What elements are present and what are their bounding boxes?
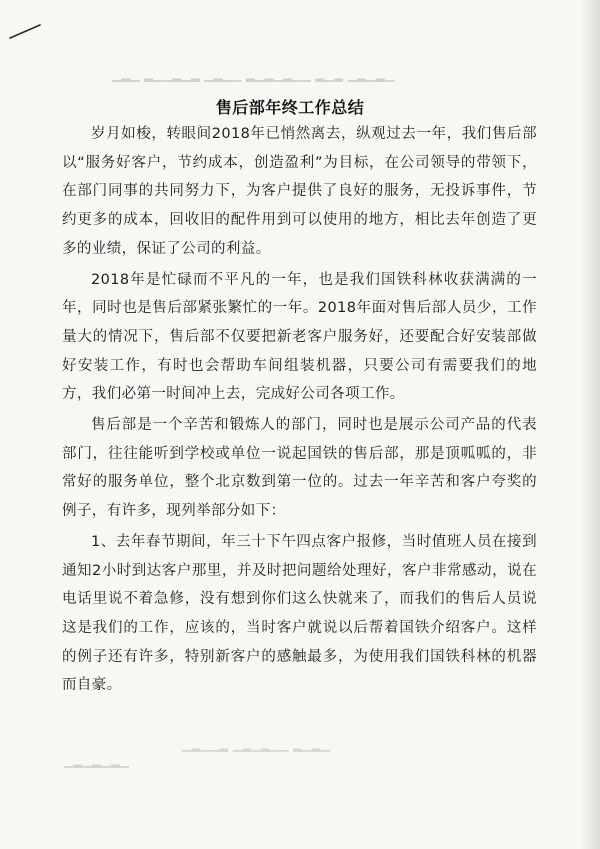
- document-body: [62, 120, 537, 700]
- bleed-through-text: ▁▂▁ ▂▁▁▂▁▂ ▁▂▁▁ ▂▁▂▁▂▁▁ ▂▁▂ ▁▂▁▂▁: [112, 68, 395, 82]
- paragraph-2018-review: 2018年是忙碌而不平凡的一年，也是我们国铁科林收获满满的一年，同时也是售后部紧张繁忙的一年。2018年面对售后部人员少，工作量大的情况下，售后部不仅要把新老客户服务好，还要配合好安装部做好安装工作，有时也会帮助车间组装机器，只要公司有需要我们的地方，我们必第一时间冲上去，完成好公司各项工作。: [62, 271, 537, 403]
- scan-edge-shadow: [582, 0, 600, 849]
- document-title: 售后部年终工作总结: [215, 98, 365, 117]
- pen-stroke-mark: [8, 22, 42, 42]
- bleed-through-text: ▁▂▁▁▂ ▁▂▁▂▁▁ ▂▁▂▁: [182, 738, 331, 752]
- paragraph-intro: 岁月如梭，转眼间2018年已悄然离去，纵观过去一年，我们售后部以“服务好客户，节约成本，创造盈利”为目标，在公司领导的带领下，在部门同事的共同努力下，为客户提供了良好的服务，无投诉事件，节约更多的成本，回收旧的配件用到可以使用的地方，相比去年创造了更多的业绩，保证了公司的利益。: [62, 126, 537, 257]
- paragraph-department-role: 售后部是一个辛苦和锻炼人的部门，同时也是展示公司产品的代表部门，往往能听到学校或单位一说起国铁的售后部，那是顶呱呱的，非常好的服务单位，整个北京数到第一位的。过去一年辛苦和客户夸奖的例子，有许多，现列举部分如下：: [62, 417, 537, 520]
- bleed-through-text: ▁▂▁▂▁▂▁: [64, 754, 130, 768]
- paragraph-example-1: 1、去年春节期间，年三十下午四点客户报修，当时值班人员在接到通知2小时到达客户那里，并及时把问题给处理好，客户非常感动，说在电话里说不着急修，没有想到你们这么快就来了，而我们的售后人员说这是我们的工作，应该的，当时客户就说以后帮着国铁介绍客户。这样的例子还有许多，特别新客户的感触最多，为使用我们国铁科林的机器而自豪。: [62, 533, 537, 694]
